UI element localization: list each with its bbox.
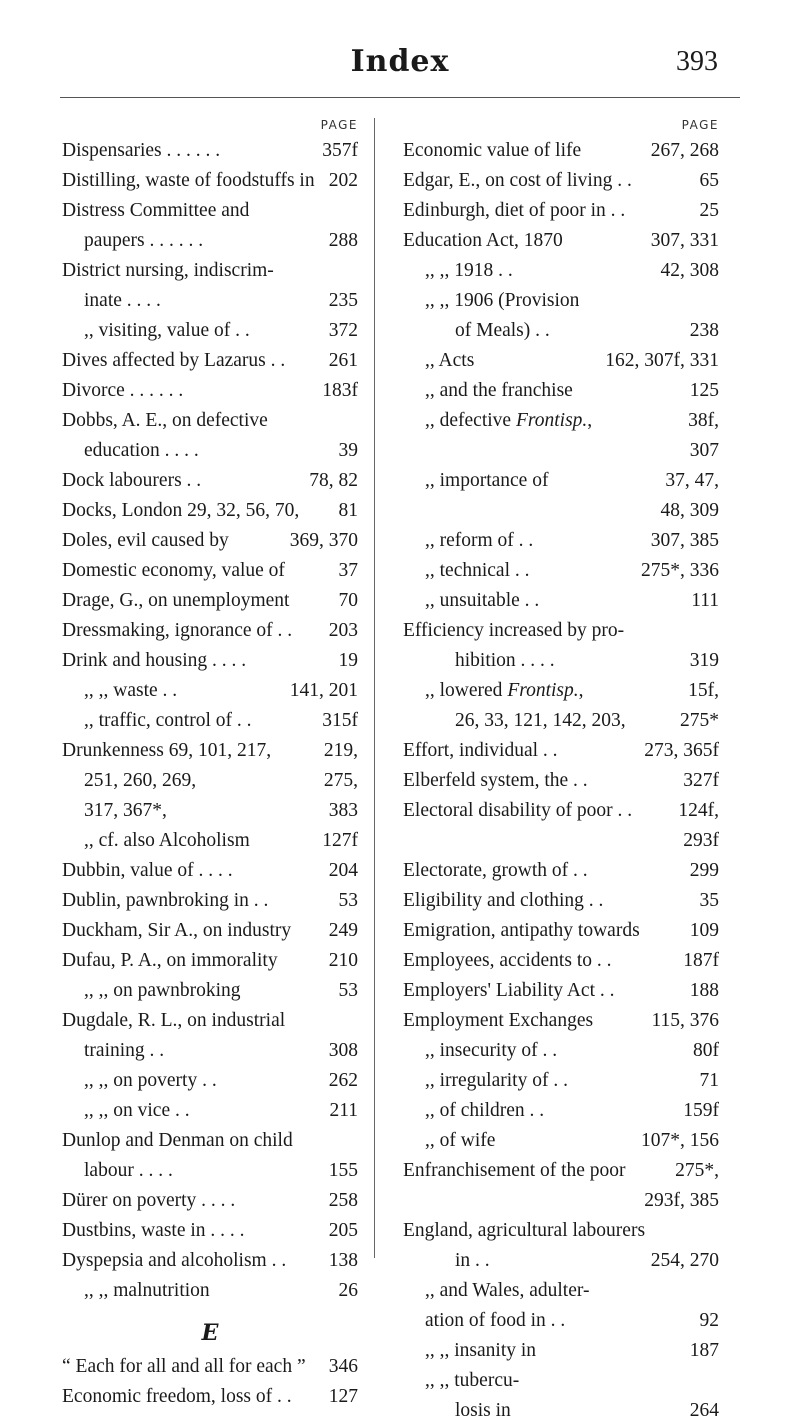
index-entry-pages: 127f: [322, 830, 358, 851]
index-entry-pages: 315f: [322, 710, 358, 731]
index-entry-pages: 159f: [683, 1100, 719, 1121]
index-entry-text: ,, and Wales, adulter-: [425, 1280, 590, 1301]
index-entry-text: ,, defective Frontisp.,: [425, 410, 593, 431]
index-entry: [403, 946, 719, 976]
right-entry-list: [403, 136, 719, 1426]
index-entry: [62, 856, 358, 886]
index-entry-pages: 15f,: [688, 680, 719, 701]
index-column-right: [403, 118, 719, 1426]
index-entry-pages: 187: [689, 1340, 719, 1361]
index-entry-pages: 37: [338, 560, 358, 581]
index-entry-text: ,, ,, insanity in: [425, 1340, 537, 1361]
index-entry: [62, 1216, 358, 1246]
index-entry-text: ,, ,, tubercu-: [425, 1370, 520, 1391]
index-entry-text: “ Each for all and all for each ”: [62, 1356, 306, 1377]
index-entry-pages: 235: [328, 290, 358, 311]
index-entry: [62, 1276, 358, 1306]
index-entry: [62, 376, 358, 406]
index-entry-pages: 238: [689, 320, 719, 341]
index-entry-text: ,, Acts: [425, 350, 475, 371]
index-entry: [403, 1276, 719, 1306]
index-entry-pages: 258: [328, 1190, 358, 1211]
index-entry-text: Drink and housing . . . .: [62, 650, 247, 671]
index-entry-pages: 308: [328, 1040, 358, 1061]
index-entry: [62, 226, 358, 256]
index-entry: [403, 676, 719, 706]
index-entry-text: Eligibility and clothing . .: [403, 890, 604, 911]
index-entry-pages: 307, 385: [650, 530, 719, 551]
index-entry-pages: 205: [328, 1220, 358, 1241]
index-entry: [62, 1186, 358, 1216]
index-entry: [62, 1036, 358, 1066]
index-entry: [403, 976, 719, 1006]
index-entry-pages: 65: [699, 170, 719, 191]
index-entry-text: Edgar, E., on cost of living . .: [403, 170, 632, 191]
index-entry-pages: 211: [329, 1100, 358, 1121]
column-page-label-right: PAGE: [681, 118, 719, 132]
index-entry-text: Divorce . . . . . .: [62, 380, 184, 401]
index-entry: [62, 166, 358, 196]
index-entry: [403, 1246, 719, 1276]
index-entry: [62, 496, 358, 526]
index-entry-pages: 127: [328, 1386, 358, 1407]
index-entry: [62, 436, 358, 466]
index-entry: [403, 1036, 719, 1066]
index-entry-text: ,, ,, waste . .: [84, 680, 178, 701]
index-entry-text: ,, ,, on pawnbroking: [84, 980, 241, 1001]
index-entry: [62, 316, 358, 346]
index-entry-pages: 202: [328, 170, 358, 191]
index-entry-text: Drunkenness 69, 101, 217,: [62, 740, 272, 761]
index-entry-text: Dubbin, value of . . . .: [62, 860, 233, 881]
index-entry: [403, 346, 719, 376]
index-entry: [62, 706, 358, 736]
index-entry-pages: 71: [699, 1070, 719, 1091]
index-entry-pages: 125: [689, 380, 719, 401]
index-entry: [403, 586, 719, 616]
index-entry-text: ,, and the franchise: [425, 380, 573, 401]
index-entry-pages: 38f,: [688, 410, 719, 431]
left-entry-list-after: [62, 1352, 358, 1412]
index-entry-text: Drage, G., on unemployment: [62, 590, 290, 611]
index-entry-pages: 357f: [322, 140, 358, 161]
index-entry-pages: 187f: [683, 950, 719, 971]
header-rule: [60, 97, 740, 98]
index-entry: [403, 286, 719, 316]
index-entry-pages: 70: [338, 590, 358, 611]
index-entry: [62, 1382, 358, 1412]
index-entry-pages: 204: [328, 860, 358, 881]
index-entry-text: Dugdale, R. L., on industrial: [62, 1010, 286, 1031]
index-entry-text: Economic value of life: [403, 140, 582, 161]
index-entry-pages: 124f,: [678, 800, 719, 821]
index-entry-pages: 293f: [683, 830, 719, 851]
index-entry: [403, 796, 719, 826]
index-entry-pages: 293f, 385: [644, 1190, 719, 1211]
index-entry-text: Dobbs, A. E., on defective: [62, 410, 268, 431]
index-entry: [62, 196, 358, 226]
index-entry-pages: 262: [328, 1070, 358, 1091]
index-entry: [403, 826, 719, 856]
index-entry-text: Dispensaries . . . . . .: [62, 140, 221, 161]
index-entry-pages: 53: [338, 980, 358, 1001]
index-entry-text: Dürer on poverty . . . .: [62, 1190, 236, 1211]
index-entry: [62, 586, 358, 616]
index-entry-text: ,, cf. also Alcoholism: [84, 830, 250, 851]
index-entry-pages: 275*, 336: [641, 560, 719, 581]
index-entry: [403, 916, 719, 946]
index-entry: [403, 1126, 719, 1156]
index-entry-text: ,, ,, malnutrition: [84, 1280, 210, 1301]
index-entry-text: 251, 260, 269,: [84, 770, 197, 791]
index-entry: [403, 766, 719, 796]
index-entry-text: ,, unsuitable . .: [425, 590, 540, 611]
index-entry-pages: 307: [689, 440, 719, 461]
index-entry-text: ,, insecurity of . .: [425, 1040, 558, 1061]
index-entry-text: Dressmaking, ignorance of . .: [62, 620, 293, 641]
index-entry-pages: 183f: [322, 380, 358, 401]
index-entry-text: Duckham, Sir A., on industry: [62, 920, 292, 941]
index-entry-text: ,, ,, on poverty . .: [84, 1070, 217, 1091]
index-entry-text: ,, traffic, control of . .: [84, 710, 252, 731]
page-header: [0, 0, 800, 100]
index-entry-text: ,, lowered Frontisp.,: [425, 680, 584, 701]
left-entry-list: [62, 136, 358, 1306]
index-entry-pages: 19: [338, 650, 358, 671]
index-entry-pages: 307, 331: [650, 230, 719, 251]
index-entry-text: Docks, London 29, 32, 56, 70,: [62, 500, 300, 521]
index-entry: [403, 1096, 719, 1126]
index-entry: [403, 466, 719, 496]
index-entry: [62, 556, 358, 586]
index-entry-pages: 111: [691, 590, 719, 611]
index-entry-pages: 155: [328, 1160, 358, 1181]
index-entry-pages: 78, 82: [309, 470, 358, 491]
page-number: 393: [676, 46, 718, 77]
index-entry: [62, 1126, 358, 1156]
index-entry: [62, 256, 358, 286]
index-entry-text: ,, technical . .: [425, 560, 530, 581]
index-entry-text: Dublin, pawnbroking in . .: [62, 890, 269, 911]
index-entry: [403, 1006, 719, 1036]
index-entry: [62, 1246, 358, 1276]
index-entry: [403, 1186, 719, 1216]
index-entry-pages: 48, 309: [660, 500, 719, 521]
index-entry: [62, 886, 358, 916]
index-entry: [403, 1306, 719, 1336]
index-entry-pages: 188: [689, 980, 719, 1001]
index-entry-pages: 319: [689, 650, 719, 671]
index-entry: [403, 616, 719, 646]
index-entry-pages: 299: [689, 860, 719, 881]
index-entry-text: ,, importance of: [425, 470, 549, 491]
index-entry-text: Elberfeld system, the . .: [403, 770, 588, 791]
index-entry: [403, 526, 719, 556]
index-entry-pages: 210: [328, 950, 358, 971]
index-entry-text: ation of food in . .: [425, 1310, 566, 1331]
running-head-title: Index: [350, 44, 450, 79]
index-entry: [62, 136, 358, 166]
index-entry: [62, 646, 358, 676]
index-entry-text: hibition . . . .: [455, 650, 555, 671]
index-entry: [403, 1156, 719, 1186]
index-entry-pages: 267, 268: [650, 140, 719, 161]
index-entry: [62, 1156, 358, 1186]
index-entry: [62, 1006, 358, 1036]
index-entry: [403, 1396, 719, 1426]
index-entry-text: Domestic economy, value of: [62, 560, 285, 581]
index-entry: [403, 196, 719, 226]
index-entry-text: Dunlop and Denman on child: [62, 1130, 293, 1151]
index-entry-pages: 288: [328, 230, 358, 251]
index-entry-pages: 26: [338, 1280, 358, 1301]
index-entry-text: England, agricultural labourers: [403, 1220, 646, 1241]
index-entry-text: Efficiency increased by pro-: [403, 620, 625, 641]
index-entry: [62, 916, 358, 946]
index-entry: [403, 1066, 719, 1096]
index-entry: [62, 466, 358, 496]
index-entry-pages: 109: [689, 920, 719, 941]
index-entry: [62, 526, 358, 556]
index-entry-pages: 203: [328, 620, 358, 641]
index-entry-pages: 264: [689, 1400, 719, 1421]
index-entry-text: ,, visiting, value of . .: [84, 320, 250, 341]
index-entry-text: Enfranchisement of the poor: [403, 1160, 626, 1181]
index-entry: [403, 496, 719, 526]
index-entry-pages: 115, 376: [651, 1010, 719, 1031]
index-entry: [62, 676, 358, 706]
index-entry: [403, 376, 719, 406]
index-entry: [62, 766, 358, 796]
index-entry: [62, 286, 358, 316]
index-entry-text: paupers . . . . . .: [84, 230, 204, 251]
index-entry-text: losis in: [455, 1400, 511, 1421]
index-entry-pages: 275*: [680, 710, 719, 731]
index-entry-text: in . .: [455, 1250, 490, 1271]
index-entry-pages: 25: [699, 200, 719, 221]
index-entry-text: Distress Committee and: [62, 200, 250, 221]
index-entry-pages: 80f: [693, 1040, 719, 1061]
index-entry: [403, 736, 719, 766]
index-entry-pages: 42, 308: [660, 260, 719, 281]
index-entry: [62, 1352, 358, 1382]
index-entry-text: training . .: [84, 1040, 165, 1061]
index-entry-text: Edinburgh, diet of poor in . .: [403, 200, 626, 221]
index-entry-pages: 37, 47,: [665, 470, 719, 491]
index-entry-pages: 249: [328, 920, 358, 941]
index-entry-pages: 275,: [323, 770, 358, 791]
index-entry: [62, 1066, 358, 1096]
index-entry: [403, 166, 719, 196]
index-entry-text: Education Act, 1870: [403, 230, 563, 251]
index-entry: [403, 706, 719, 736]
index-entry-text: Employers' Liability Act . .: [403, 980, 615, 1001]
index-entry-text: Effort, individual . .: [403, 740, 558, 761]
index-entry-pages: 162, 307f, 331: [605, 350, 719, 371]
index-entry: [403, 136, 719, 166]
index-entry: [62, 736, 358, 766]
index-entry-text: Employment Exchanges: [403, 1010, 594, 1031]
index-entry: [62, 1096, 358, 1126]
index-entry-text: ,, reform of . .: [425, 530, 534, 551]
index-entry-text: Electorate, growth of . .: [403, 860, 588, 881]
index-entry-text: Distilling, waste of foodstuffs in: [62, 170, 315, 191]
index-entry-text: Dustbins, waste in . . . .: [62, 1220, 245, 1241]
index-entry: [403, 856, 719, 886]
index-entry-text: Economic freedom, loss of . .: [62, 1386, 292, 1407]
index-entry: [62, 406, 358, 436]
index-entry: [62, 826, 358, 856]
index-entry-pages: 219,: [323, 740, 358, 761]
index-entry: [403, 316, 719, 346]
index-entry-pages: 372: [328, 320, 358, 341]
index-entry-text: ,, irregularity of . .: [425, 1070, 568, 1091]
index-entry-pages: 107*, 156: [641, 1130, 719, 1151]
index-entry: [62, 616, 358, 646]
index-entry-text: Doles, evil caused by: [62, 530, 229, 551]
index-entry-text: District nursing, indiscrim-: [62, 260, 274, 281]
index-entry-pages: 261: [328, 350, 358, 371]
index-entry-text: Dufau, P. A., on immorality: [62, 950, 278, 971]
index-entry: [403, 1366, 719, 1396]
index-entry-text: 317, 367*,: [84, 800, 167, 821]
index-entry: [62, 346, 358, 376]
column-page-label: PAGE: [320, 118, 358, 132]
index-entry: [403, 1336, 719, 1366]
index-entry-text: 26, 33, 121, 142, 203,: [455, 710, 626, 731]
index-entry: [403, 556, 719, 586]
index-entry-pages: 141, 201: [289, 680, 358, 701]
index-entry: [403, 406, 719, 436]
index-entry-pages: 275*,: [675, 1160, 719, 1181]
index-entry: [403, 886, 719, 916]
index-column-left: [62, 118, 358, 1412]
index-entry-text: ,, of children . .: [425, 1100, 545, 1121]
index-entry-pages: 138: [328, 1250, 358, 1271]
index-entry: [62, 946, 358, 976]
index-entry: [403, 436, 719, 466]
index-entry-text: Dock labourers . .: [62, 470, 202, 491]
index-entry-pages: 53: [338, 890, 358, 911]
section-letter: E: [201, 1320, 219, 1346]
index-entry: [403, 256, 719, 286]
index-entry: [403, 1216, 719, 1246]
index-entry-pages: 81: [338, 500, 358, 521]
index-entry-text: Dyspepsia and alcoholism . .: [62, 1250, 287, 1271]
index-entry-pages: 39: [338, 440, 358, 461]
index-entry-text: Employees, accidents to . .: [403, 950, 612, 971]
index-entry-text: ,, ,, 1906 (Provision: [425, 290, 580, 311]
index-entry-pages: 35: [699, 890, 719, 911]
index-entry: [403, 226, 719, 256]
index-entry-text: Electoral disability of poor . .: [403, 800, 633, 821]
index-entry-text: ,, of wife: [425, 1130, 496, 1151]
index-entry: [62, 796, 358, 826]
index-entry: [403, 646, 719, 676]
index-entry-text: ,, ,, 1918 . .: [425, 260, 513, 281]
index-entry-text: inate . . . .: [84, 290, 161, 311]
index-entry-pages: 327f: [683, 770, 719, 791]
index-entry-pages: 346: [328, 1356, 358, 1377]
column-divider: [374, 118, 375, 1258]
index-entry-text: of Meals) . .: [455, 320, 550, 341]
index-entry-text: ,, ,, on vice . .: [84, 1100, 190, 1121]
index-entry-text: Dives affected by Lazarus . .: [62, 350, 286, 371]
index-entry-text: Emigration, antipathy towards: [403, 920, 640, 941]
index-entry-pages: 383: [328, 800, 358, 821]
index-entry-pages: 254, 270: [650, 1250, 719, 1271]
index-entry-pages: 369, 370: [289, 530, 358, 551]
index-entry-pages: 92: [699, 1310, 719, 1331]
index-entry: [62, 976, 358, 1006]
index-entry-text: labour . . . .: [84, 1160, 173, 1181]
index-entry-pages: 273, 365f: [644, 740, 719, 761]
index-entry-text: education . . . .: [84, 440, 199, 461]
